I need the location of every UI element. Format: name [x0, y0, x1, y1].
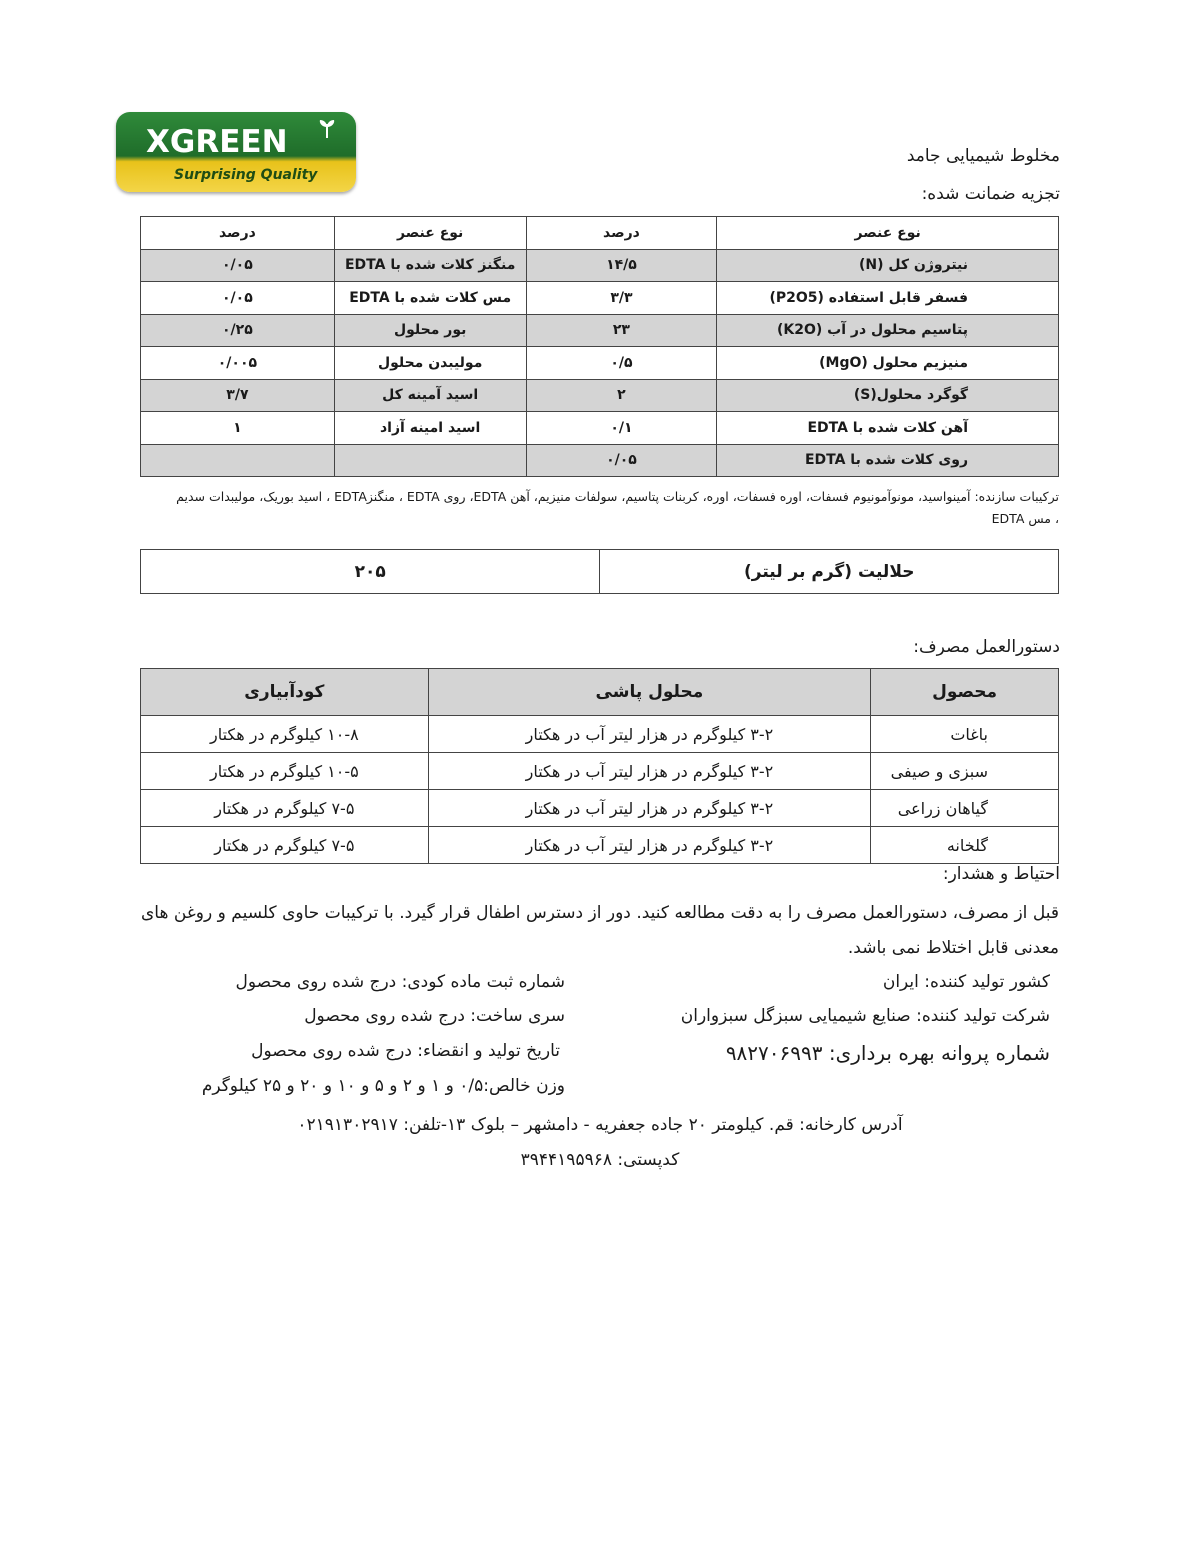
solubility-value: ۲۰۵ [141, 550, 600, 594]
batch-number: سری ساخت: درج شده روی محصول [304, 1006, 565, 1026]
usage-spray: ۳-۲ کیلوگرم در هزار لیتر آب در هکتار [428, 716, 870, 753]
table-row [141, 444, 1059, 477]
element-percent: ۰/۱ [526, 412, 717, 445]
usage-product: باغات [871, 716, 1059, 753]
usage-spray: ۳-۲ کیلوگرم در هزار لیتر آب در هکتار [428, 753, 870, 790]
element-percent: ۲۳ [526, 314, 717, 347]
solubility-label: حلالیت (گرم بر لیتر) [600, 550, 1059, 594]
element-percent: ۲ [526, 379, 717, 412]
usage-fertigation: ۱۰-۸ کیلوگرم در هکتار [141, 716, 429, 753]
element-name: روی کلات شده با EDTA [717, 444, 1059, 477]
element-percent: ۳/۷ [141, 379, 335, 412]
analysis-table [140, 216, 1059, 477]
producer-company: شرکت تولید کننده: صنایع شیمیایی سبزگل سبزواران [680, 1006, 1050, 1026]
usage-header-row [141, 669, 1059, 716]
usage-title: دستورالعمل مصرف: [913, 637, 1060, 657]
caution-text: قبل از مصرف، دستورالعمل مصرف را به دقت مطالعه کنید. دور از دسترس اطفال قرار گیرد. با ترکیبات حاوی کلسیم و روغن های معدنی قابل اختلاط نمی باشد. [141, 903, 1059, 958]
header-percent-2: درصد [141, 217, 335, 250]
element-percent [141, 444, 335, 477]
caution-title: احتیاط و هشدار: [942, 864, 1060, 884]
header-element-type-1: نوع عنصر [717, 217, 1059, 250]
table-row [141, 314, 1059, 347]
element-name: پتاسیم محلول در آب (K2O) [717, 314, 1059, 347]
element-name: منیزیم محلول (MgO) [717, 347, 1059, 380]
net-weight: وزن خالص:۰/۵ و ۱ و ۲ و ۵ و ۱۰ و ۲۰ و ۲۵ کیلوگرم [201, 1076, 565, 1096]
logo-tagline: Surprising Quality [174, 167, 318, 183]
analysis-subtitle: تجزیه ضمانت شده: [921, 184, 1060, 204]
solubility-table [140, 549, 1059, 594]
element-percent: ۰/۰۵ [141, 249, 335, 282]
components-line: ، مس EDTA [991, 511, 1059, 526]
element-percent: ۰/۰۰۵ [141, 347, 335, 380]
element-percent: ۰/۰۵ [141, 282, 335, 315]
element-percent: ۰/۵ [526, 347, 717, 380]
usage-product: سبزی و صیفی [871, 753, 1059, 790]
usage-spray: ۳-۲ کیلوگرم در هزار لیتر آب در هکتار [428, 790, 870, 827]
table-row [141, 412, 1059, 445]
table-row [141, 550, 1059, 594]
postal-code: کدپستی: ۳۹۴۴۱۹۵۹۶۸ [520, 1150, 680, 1170]
usage-product: گلخانه [871, 827, 1059, 864]
producer-country: کشور تولید کننده: ایران [882, 972, 1050, 992]
element-name: بور محلول [334, 314, 526, 347]
usage-fertigation: ۷-۵ کیلوگرم در هکتار [141, 790, 429, 827]
element-percent: ۰/۲۵ [141, 314, 335, 347]
logo-brand-text: XGREEN [146, 124, 288, 160]
element-name [334, 444, 526, 477]
factory-address: آدرس کارخانه: قم. کیلومتر ۲۰ جاده جعفریه - دامشهر – بلوک ۱۳-تلفن: ۰۲۱۹۱۳۰۲۹۱۷ [297, 1115, 903, 1135]
element-name: مولیبدن محلول [334, 347, 526, 380]
element-percent: ۰/۰۵ [526, 444, 717, 477]
element-name: اسید آمینه کل [334, 379, 526, 412]
element-percent: ۳/۳ [526, 282, 717, 315]
license-number: شماره پروانه بهره برداری: ۹۸۲۷۰۶۹۹۳ [725, 1041, 1050, 1065]
usage-table [140, 668, 1059, 864]
table-row [141, 790, 1059, 827]
table-row [141, 753, 1059, 790]
element-name: فسفر قابل استفاده (P2O5) [717, 282, 1059, 315]
table-row [141, 827, 1059, 864]
header-foliar-spray: محلول پاشی [428, 669, 870, 716]
element-name: منگنز کلات شده با EDTA [334, 249, 526, 282]
element-percent: ۱ [141, 412, 335, 445]
header-fertigation: کودآبیاری [141, 669, 429, 716]
element-name: نیتروژن کل (N) [717, 249, 1059, 282]
header-element-type-2: نوع عنصر [334, 217, 526, 250]
table-row [141, 249, 1059, 282]
components-line: ترکیبات سازنده: آمینواسید، مونوآمونیوم فسفات، اوره فسفات، اوره، کربنات پتاسیم، سولفات منیزیم، آهن EDTA، روی EDTA ، منگنزEDTA ، اسید بوریک، مولیبدات سدیم [176, 489, 1059, 504]
analysis-header-row [141, 217, 1059, 250]
xgreen-logo [116, 112, 356, 192]
element-name: مس کلات شده با EDTA [334, 282, 526, 315]
header-percent-1: درصد [526, 217, 717, 250]
usage-product: گیاهان زراعی [871, 790, 1059, 827]
registration-number: شماره ثبت ماده کودی: درج شده روی محصول [235, 972, 565, 992]
element-name: اسید امینه آزاد [334, 412, 526, 445]
leaf-icon [316, 118, 338, 140]
usage-fertigation: ۱۰-۵ کیلوگرم در هکتار [141, 753, 429, 790]
element-percent: ۱۴/۵ [526, 249, 717, 282]
production-expiry-date: تاریخ تولید و انقضاء: درج شده روی محصول [251, 1041, 560, 1061]
element-name: گوگرد محلول(S) [717, 379, 1059, 412]
table-row [141, 282, 1059, 315]
table-row [141, 716, 1059, 753]
components-text [139, 486, 1059, 530]
element-name: آهن کلات شده با EDTA [717, 412, 1059, 445]
document-title: مخلوط شیمیایی جامد [906, 146, 1060, 166]
usage-spray: ۳-۲ کیلوگرم در هزار لیتر آب در هکتار [428, 827, 870, 864]
table-row [141, 347, 1059, 380]
header-product: محصول [871, 669, 1059, 716]
usage-fertigation: ۷-۵ کیلوگرم در هکتار [141, 827, 429, 864]
table-row [141, 379, 1059, 412]
